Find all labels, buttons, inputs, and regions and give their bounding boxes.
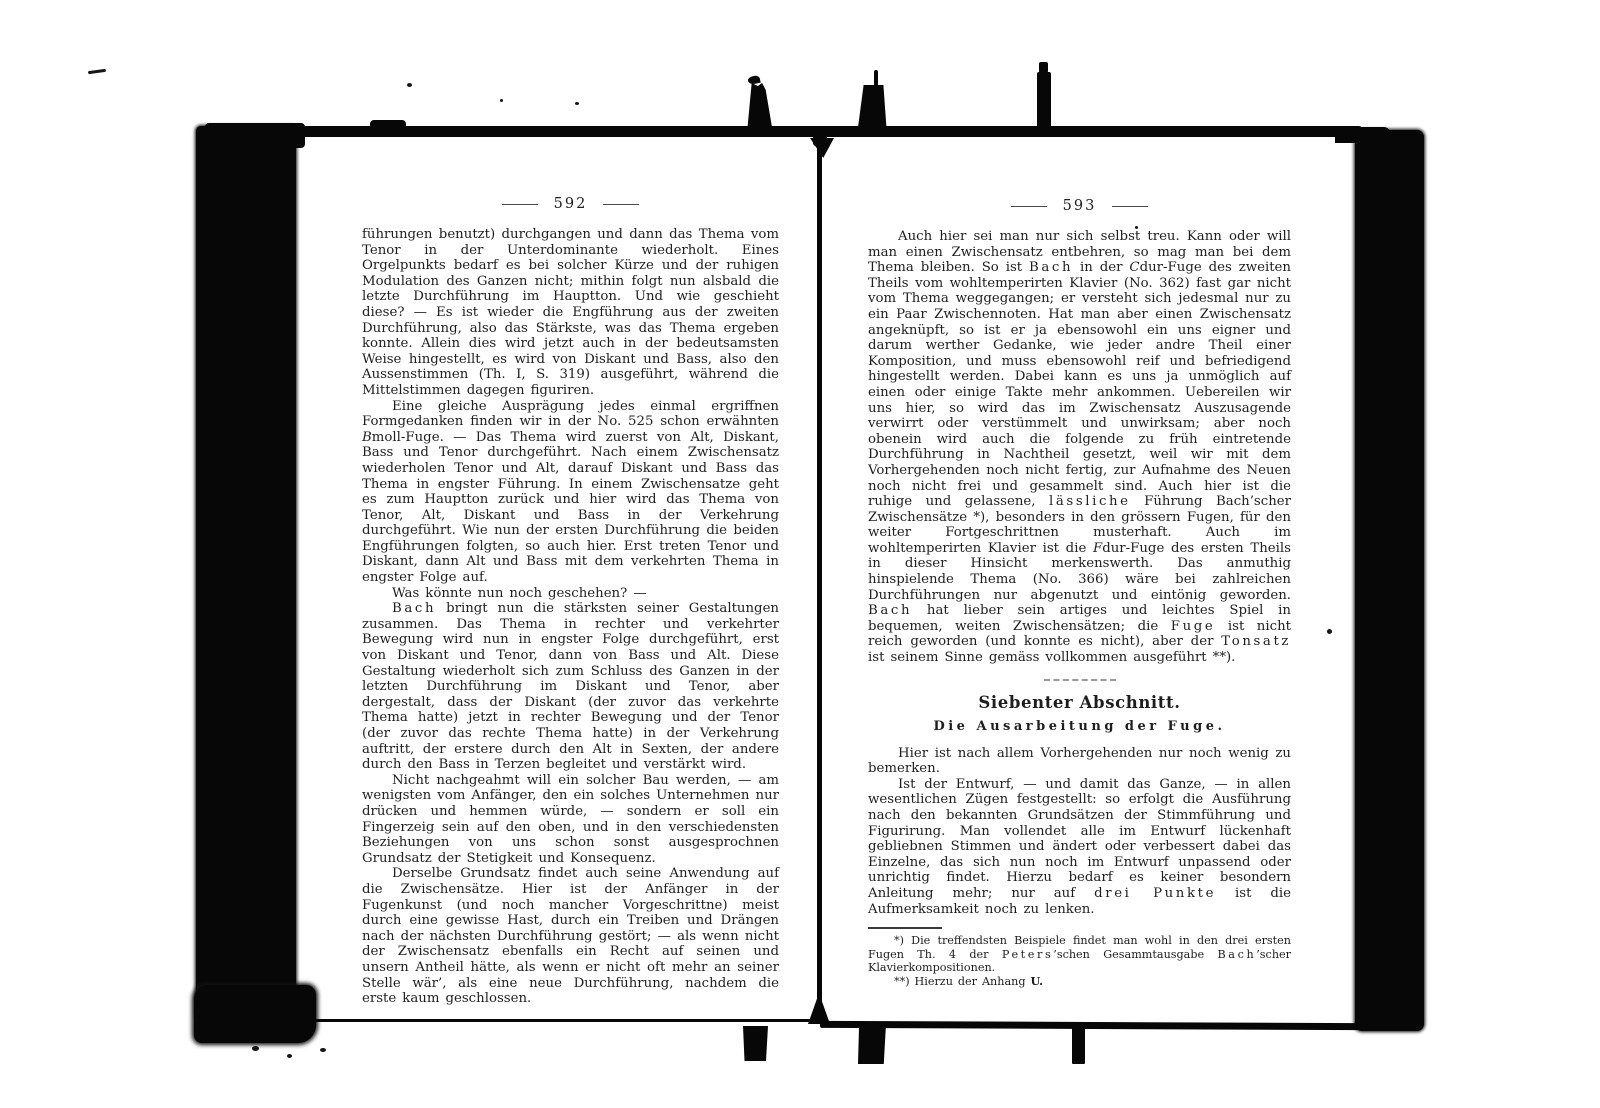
text-run-sp: drei Punkte (1094, 885, 1217, 901)
scan-bottom-border-right (820, 1021, 1360, 1030)
text-run-it: F (1092, 540, 1103, 556)
ink-speck (320, 1048, 326, 1052)
paragraph: Was könnte nun noch geschehen? — (392, 585, 647, 601)
left-page-header (362, 196, 779, 212)
text-run-sp: Peters (1001, 947, 1054, 961)
scan-clip-mark-bottom-2 (858, 1024, 886, 1064)
scan-top-right-corner (1335, 127, 1390, 143)
paragraph: Derselbe Grundsatz findet auch seine Anwendung auf die Zwischensätze. Hier ist der Anfänger in der Fugenkunst (und noch mancher Vorgeschrittne) meist durch eine gewisse Hast, durch ein Treiben und Drängen nach der nächsten Durchführung gestört; — als wenn nicht der Zwischensatz ebenfalls ein Recht auf seinen und unsern Antheil hätte, als wenn er nicht oft mehr an seiner Stelle wär’, als eine neue Durchführung, nachdem die erste kaum geschlossen. (362, 866, 779, 1007)
footnote-text (868, 934, 1291, 988)
text-run-b: U. (1030, 973, 1044, 988)
paragraph: Auch hier sei man nur sich selbst treu. Kann oder will man einen Zwischensatz entbehren, so mag man bei dem Thema bleiben. So ist Bach in der Cdur-Fuge des zweiten Theils vom wohltemperirten Klavier (No. 362) fast gar nicht vom Thema weggegangen; er versteht sich jedesmal nur zu ein Paar Zwischennoten. Hat man aber einen Zwischensatz angeknüpft, so ist er ja ebensowohl ein uns eigner und darum werther Gedanke, wie jeder andre Theil einer Komposition, und muss ebensowohl reif und befriedigend hingestellt werden. Dabei kann es uns ja unmöglich auf einen oder einige Takte mehr ankommen. Uebereilen wir uns hier, so wird das im Zwischensatz Auszusagende verwirrt oder verstümmelt und unwirksam; aber noch obenein wird auch die folgende zu früh eintretende Durchführung in Nachtheil gesetzt, weil wir mit dem Vorhergehenden noch nicht fertig, zur Aufnahme des Neuen noch nicht frei und gesammelt sind. Auch hier ist die ruhige und gelassene, lässliche Führung Bach’scher Zwischensätze *), besonders in den grössern Fugen, für den weiter Fortgeschrittnen musterhaft. Auch im wohltemperirten Klavier ist die Fdur-Fuge des ersten Theils in dieser Hinsicht merkenswerth. Das anmuthig hinspielende Thema (No. 366) wäre bei zahlreichen Durchführungen nur abgenutzt und eintönig geworden. Bach hat lieber sein artiges und leichtes Spiel in bequemen, weiten Zwischensätzen; die Fuge ist nicht reich geworden (und konnte es nicht), aber der Tonsatz ist seinem Sinne gemäss vollkommen ausgeführt **). (868, 229, 1291, 666)
scan-clip-mark-top-3 (1037, 72, 1051, 134)
section-separator (1044, 679, 1116, 681)
paragraph: Hier ist nach allem Vorhergehenden nur noch wenig zu bemerken. (868, 745, 1291, 777)
ink-speck (1327, 629, 1332, 634)
ink-speck (88, 69, 106, 74)
paragraph: Eine gleiche Ausprägung jedes einmal ergriffnen Formgedanken finden wir in der No. 525 schon erwähnten Bmoll-Fuge. — Das Thema wird zuerst von Alt, Diskant, Bass und Tenor durchgeführt. Nach einem Zwischensatz wiederholen Tenor und Alt, darauf Diskant und Bass das Thema in engster Führung. In einem Zwischensatze geht es zum Hauptton zurück und hier wird das Thema von Tenor, Alt, Diskant und Bass in der Verkehrung durchgeführt. Wie nun der ersten Durchführung die beiden Engführungen folgten, so auch hier. Erst treten Tenor und Diskant, dann Alt und Bass mit dem verkehrten Thema in engster Folge auf. (362, 398, 779, 586)
ink-speck (500, 99, 503, 102)
header-dash-right (1112, 206, 1148, 207)
ink-speck (252, 1046, 259, 1051)
paragraph: Nicht nachgeahmt will ein solcher Bau werden, — am wenigsten vom Anfänger, den ein solches Unternehmen nur drücken und hemmen würde, — sondern er soll ein Fingerzeig sein auf den oben, und in den verschiedensten Beziehungen von uns schon sonst ausgesprochnen Grundsatz der Stetigkeit und Konsequenz. (362, 772, 779, 866)
text-run-it: B (362, 429, 372, 445)
header-dash-left (502, 204, 538, 205)
footnotes (868, 927, 1291, 988)
scan-clip-mark-top-2 (857, 85, 887, 135)
scan-bottom-left-blob (194, 985, 316, 1043)
paragraph: Bach bringt nun die stärksten seiner Gestaltungen zusammen. Das Thema in rechter und verkehrter Bewegung wird nun in engster Folge durchgeführt, erst von Diskant und Tenor, dann von Bass und Alt. Diese Gestaltung wiederholt sich zum Schluss des Ganzen in der letzten Durchführung im Diskant und Tenor, aber dergestalt, dass der Diskant (der zuvor das verkehrte Thema hatte) jetzt in rechter Bewegung und der Tenor (der zuvor das rechte Thema hatte) in der Verkehrung auftritt, der erstere durch den Alt in Sexten, der andere durch den Bass in Terzen begleitet und verstärkt wird. (362, 601, 779, 773)
paragraph: **) Hierzu der Anhang U. (894, 973, 1044, 988)
text-run-sp: lässliche (1049, 494, 1131, 510)
text-run-sp: Bach (392, 601, 437, 617)
scan-clip-mark-bottom-3 (1072, 1027, 1085, 1064)
left-page (362, 196, 779, 1007)
scan-clip-mark-top-3-cap (1039, 62, 1048, 73)
footnote-rule (868, 927, 942, 929)
scan-bottom-border-left (300, 1019, 820, 1022)
scan-top-border-bump (370, 120, 406, 129)
text-run-sp: Bach (1217, 947, 1257, 961)
scan-right-edge-band (1355, 130, 1424, 1031)
text-run-sp: Bach (1029, 260, 1074, 276)
paragraph: Ist der Entwurf, — und damit das Ganze, — in allen wesentlichen Zügen festgestellt: so erfolgt die Ausführung nach den bekannten Grundsätzen der Stimmführung und Figurirung. Man vollendet alle im Entwurf lückenhaft gebliebnen Stimmen und ändert oder verbessert dabei das Einzelne, das sich nun noch im Entwurf unpassend oder unrichtig findet. Hierzu bedarf es keiner besondern Anleitung mehr; nur auf drei Punkte ist die Aufmerksamkeit noch zu lenken. (868, 776, 1292, 917)
header-dash-right (603, 204, 639, 205)
left-page-text (362, 227, 779, 1007)
scan-clip-mark-top-1-tip (747, 75, 760, 85)
text-run-sp: Tonsatz (1221, 634, 1291, 650)
section-subheading: Die Ausarbeitung der Fuge. (933, 718, 1226, 734)
ink-speck (287, 1054, 292, 1058)
left-page-number: 592 (553, 196, 588, 212)
ink-speck (575, 102, 579, 105)
scan-clip-mark-top-1 (747, 83, 773, 133)
right-page-header (868, 198, 1291, 214)
paragraph: *) Die treffendsten Beispiele findet man wohl in den drei ersten Fugen Th. 4 der Peters’schen Gesammtausgabe Bach’scher Klavierkompositionen. (868, 934, 1291, 975)
scan-left-edge-band (196, 126, 296, 1019)
right-page-section-text (868, 746, 1291, 918)
scan-clip-mark-top-2-tip (874, 70, 878, 86)
paragraph: führungen benutzt) durchgangen und dann das Thema vom Tenor in der Unterdominante wiederholt. Eines Orgelpunkts bedarf es bei solcher Kürze und der ruhigen Modulation des Ganzen nicht; mithin folgt nun alsbald die letzte Durchführung im Hauptton. Und wie geschieht diese? — Es ist wieder die Engführung aus der zweiten Durchführung, also das Stärkste, was das Thema ergeben konnte. Allein dies wird jetzt auch in der bedeutsamsten Weise hingestellt, es wird von Diskant und Bass, also den Aussenstimmen (Th. I, S. 319) ausgeführt, während die Mittelstimmen dagegen figuriren. (362, 227, 779, 398)
book-binding-shadow (817, 136, 822, 1022)
scan-top-border-thick-segment (205, 123, 305, 148)
right-page (868, 198, 1291, 989)
section-heading: Siebenter Abschnitt. (978, 692, 1181, 712)
binding-shadow-dip (810, 138, 834, 158)
right-page-intro-text (868, 229, 1291, 666)
right-page-number: 593 (1062, 198, 1097, 214)
ink-speck (407, 83, 412, 87)
text-run-sp: Fuge (1170, 618, 1216, 634)
scan-clip-mark-bottom-1 (743, 1026, 768, 1061)
header-dash-left (1011, 206, 1047, 207)
text-run-it: C (1129, 260, 1140, 276)
text-run-sp: Bach (868, 603, 913, 619)
